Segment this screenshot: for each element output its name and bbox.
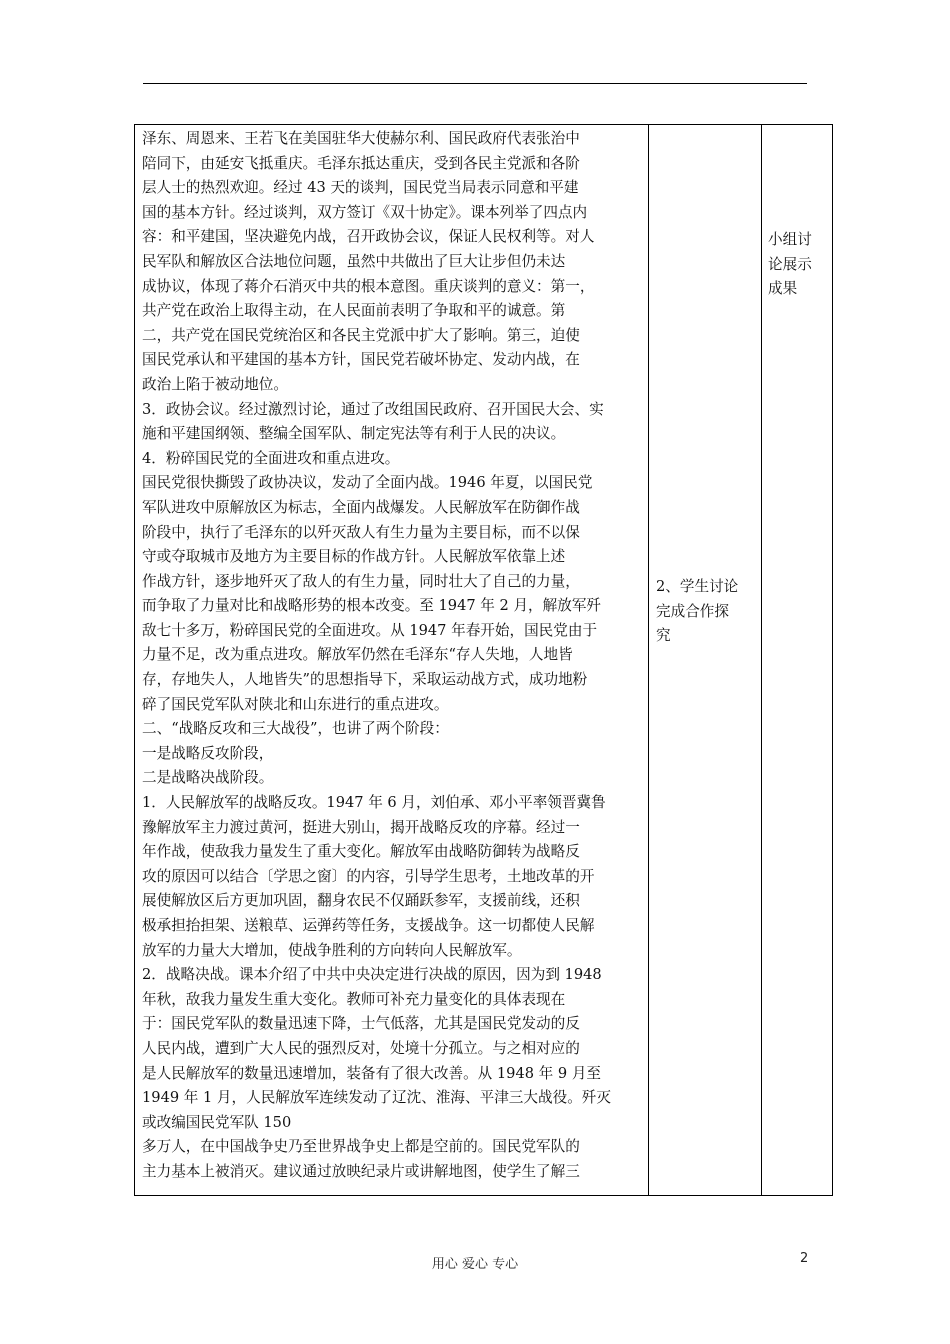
content-line: 而争取了力量对比和战略形势的根本改变。至 1947 年 2 月，解放军歼 <box>142 597 602 615</box>
content-line: 二、“战略反攻和三大战役”，也讲了两个阶段： <box>142 720 449 738</box>
content-line: 国的基本方针。经过谈判，双方签订《双十协定》。课本列举了四点内 <box>142 203 588 221</box>
content-line: 军队进攻中原解放区为标志，全面内战爆发。人民解放军在防御作战 <box>142 498 580 516</box>
header-rule <box>143 83 807 84</box>
result-line: 论展示 <box>768 255 812 273</box>
content-line: 陪同下，由延安飞抵重庆。毛泽东抵达重庆，受到各民主党派和各阶 <box>142 154 580 172</box>
content-line: 二，共产党在国民党统治区和各民主党派中扩大了影响。第三，迫使 <box>142 326 580 344</box>
content-line: 主力基本上被消灭。建议通过放映纪录片或讲解地图，使学生了解三 <box>142 1162 580 1180</box>
content-line: 二是战略决战阶段。 <box>142 769 274 787</box>
content-line: 1949 年 1 月，人民解放军连续发动了辽沈、淮海、平津三大战役。歼灭 <box>142 1089 611 1107</box>
content-line: 民军队和解放区合法地位问题，虽然中共做出了巨大让步但仍未达 <box>142 252 566 270</box>
column-divider <box>761 125 762 1195</box>
content-line: 存，存地失人，人地皆失”的思想指导下，采取运动战方式，成功地粉 <box>142 671 588 689</box>
content-line: 人民内战，遭到广大人民的强烈反对，处境十分孤立。与之相对应的 <box>142 1039 580 1057</box>
content-line: 1．人民解放军的战略反攻。1947 年 6 月，刘伯承、邓小平率领晋冀鲁 <box>142 794 606 812</box>
content-line: 2．战略决战。课本介绍了中共中央决定进行决战的原因，因为到 1948 <box>142 966 602 984</box>
content-line: 碎了国民党军队对陕北和山东进行的重点进攻。 <box>142 695 449 713</box>
content-line: 作战方针，逐步地歼灭了敌人的有生力量，同时壮大了自己的力量， <box>142 572 580 590</box>
content-line: 成协议，体现了蒋介石消灭中共的根本意图。重庆谈判的意义：第一， <box>142 277 595 295</box>
content-line: 守或夺取城市及地方为主要目标的作战方针。人民解放军依靠上述 <box>142 548 566 566</box>
content-line: 力量不足，改为重点进攻。解放军仍然在毛泽东“存人失地，人地皆 <box>142 646 573 664</box>
content-line: 政治上陷于被动地位。 <box>142 375 288 393</box>
teaching-content-cell <box>142 127 652 1185</box>
content-line: 是人民解放军的数量迅速增加，装备有了很大改善。从 1948 年 9 月至 <box>142 1064 602 1082</box>
content-line: 容：和平建国，坚决避免内战，召开政协会议，保证人民权利等。对人 <box>142 228 595 246</box>
content-line: 4．粉碎国民党的全面进攻和重点进攻。 <box>142 449 400 467</box>
content-line: 多万人，在中国战争史乃至世界战争史上都是空前的。国民党军队的 <box>142 1138 580 1156</box>
content-line: 3．政协会议。经过激烈讨论，通过了改组国民政府、召开国民大会、实 <box>142 400 604 418</box>
activity-line: 完成合作探 <box>656 602 729 620</box>
content-line: 于：国民党军队的数量迅速下降，士气低落，尤其是国民党发动的反 <box>142 1015 580 1033</box>
content-line: 展使解放区后方更加巩固，翻身农民不仅踊跃参军，支援前线，还积 <box>142 892 580 910</box>
content-line: 施和平建国纲领、整编全国军队、制定宪法等有利于人民的决议。 <box>142 425 566 443</box>
content-line: 年作战，使敌我力量发生了重大变化。解放军由战略防御转为战略反 <box>142 843 580 861</box>
content-line: 国民党很快撕毁了政协决议，发动了全面内战。1946 年夏，以国民党 <box>142 474 593 492</box>
content-line: 一是战略反攻阶段， <box>142 744 274 762</box>
result-line: 小组讨 <box>768 231 812 248</box>
content-line: 层人士的热烈欢迎。经过 43 天的谈判，国民党当局表示同意和平建 <box>142 179 579 197</box>
content-line: 共产党在政治上取得主动，在人民面前表明了争取和平的诚意。第 <box>142 302 566 320</box>
content-line: 泽东、周恩来、王若飞在美国驻华大使赫尔利、国民政府代表张治中 <box>142 130 580 147</box>
content-line: 国民党承认和平建国的基本方针，国民党若破坏协定、发动内战，在 <box>142 351 580 369</box>
footer-motto: 用心 爱心 专心 <box>431 1257 519 1272</box>
lesson-table <box>134 124 833 1196</box>
content-line: 放军的力量大大增加，使战争胜利的方向转向人民解放军。 <box>142 941 522 959</box>
content-line: 年秋，敌我力量发生重大变化。教师可补充力量变化的具体表现在 <box>142 990 566 1008</box>
content-line: 豫解放军主力渡过黄河，挺进大别山，揭开战略反攻的序幕。经过一 <box>142 818 580 836</box>
content-line: 或改编国民党军队 150 <box>142 1113 292 1131</box>
content-line: 极承担抬担架、送粮草、运弹药等任务，支援战争。这一切都使人民解 <box>142 917 595 934</box>
activity-line: 究 <box>656 627 671 645</box>
content-line: 阶段中，执行了毛泽东的以歼灭敌人有生力量为主要目标，而不以保 <box>142 523 580 541</box>
result-line: 成果 <box>768 280 798 298</box>
content-line: 攻的原因可以结合〔学思之窗〕的内容，引导学生思考，土地改革的开 <box>142 867 595 885</box>
group-result-cell <box>768 228 828 302</box>
page-number: 2 <box>800 1251 809 1266</box>
content-line: 敌七十多万，粉碎国民党的全面进攻。从 1947 年春开始，国民党由于 <box>142 621 598 639</box>
activity-line: 2、学生讨论 <box>656 578 739 595</box>
student-activity-cell <box>656 575 748 649</box>
